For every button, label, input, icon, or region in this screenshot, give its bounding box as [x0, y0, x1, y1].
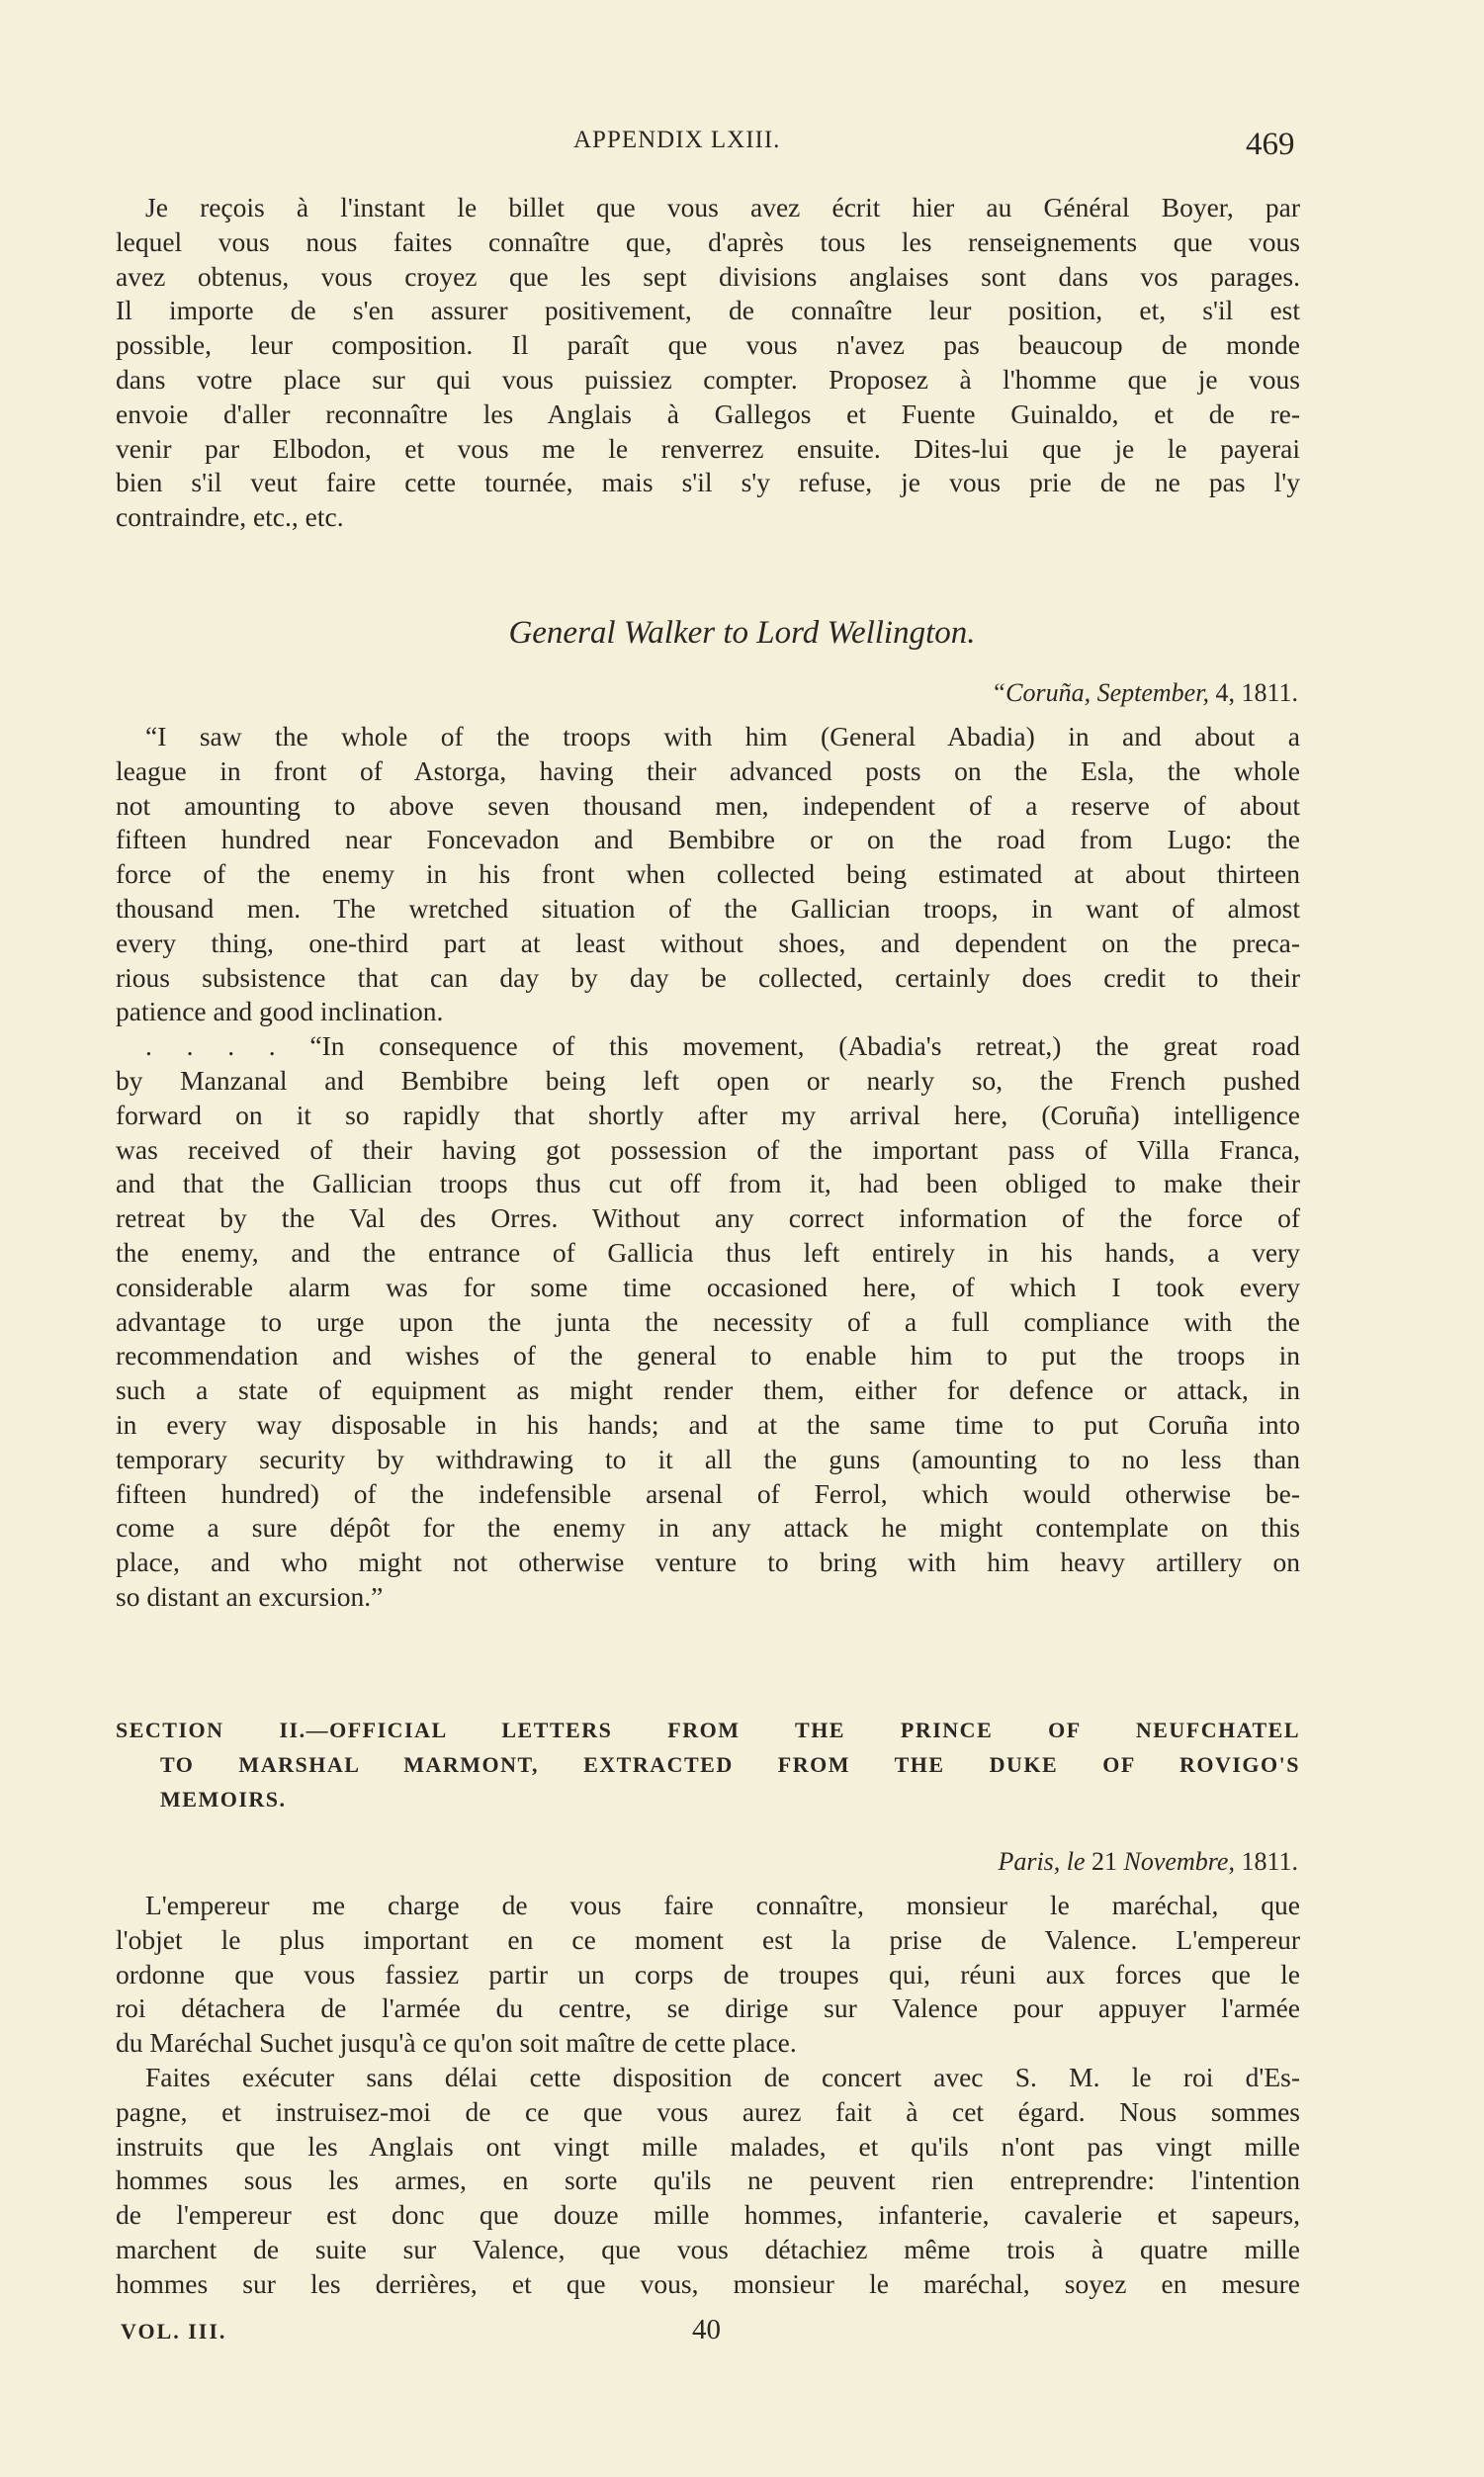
text-line: thousand men. The wretched situation of the Gallician troops, in want of almost [116, 892, 1300, 924]
text-line: L'empereur me charge de vous faire connaître, monsieur le maréchal, que [145, 1890, 1300, 1920]
text-line: dans votre place sur qui vous puissiez compter. Proposez à l'homme que je vous [116, 363, 1300, 395]
text-line: every thing, one-third part at least without shoes, and dependent on the preca- [116, 927, 1300, 958]
text-line: ordonne que vous fassiez partir un corps de troupes qui, réuni aux forces que le [116, 1958, 1300, 1990]
text-line: pagne, et instruisez-moi de ce que vous aurez fait à cet égard. Nous sommes [116, 2095, 1300, 2127]
dateline-day: 21 [1085, 1847, 1124, 1876]
dateline-place: “Coruña, September, [991, 678, 1209, 707]
text-line: avez obtenus, vous croyez que les sept divisions anglaises sont dans vos parages. [116, 260, 1300, 292]
text-line: patience and good inclination. [116, 996, 444, 1027]
text-line: place, and who might not otherwise venture to bring with him heavy artillery on [116, 1547, 1300, 1578]
text-line: the enemy, and the entrance of Gallicia thus left entirely in his hands, a very [116, 1236, 1300, 1268]
text-line: so distant an excursion.” [116, 1580, 384, 1612]
volume-signature: VOL. III. [121, 2319, 227, 2344]
section-heading-line: TO MARSHAL MARMONT, EXTRACTED FROM THE DUKE OF ROVIGO'S [160, 1751, 1300, 1777]
letter-boyer [116, 191, 1300, 535]
text-line: fifteen hundred) of the indefensible arsenal of Ferrol, which would otherwise be- [116, 1477, 1300, 1509]
dateline-month: Novembre, [1123, 1847, 1235, 1876]
text-line: retreat by the Val des Orres. Without any correct information of the force of [116, 1202, 1300, 1234]
text-line: fifteen hundred near Foncevadon and Bembibre or on the road from Lugo: the [116, 824, 1300, 855]
page-number: 469 [1246, 127, 1295, 162]
printer-signature: 40 [692, 2314, 721, 2345]
text-line: instruits que les Anglais ont vingt mille malades, et qu'ils n'ont pas vingt mille [116, 2130, 1300, 2162]
section-heading-line: MEMOIRS. [160, 1786, 287, 1812]
text-line: possible, leur composition. Il paraît que vous n'avez pas beaucoup de monde [116, 329, 1300, 361]
text-line: contraindre, etc., etc. [116, 501, 344, 533]
dateline-date: 4, 1811. [1208, 678, 1298, 707]
text-line: Faites exécuter sans délai cette disposition de concert avec S. M. le roi d'Es- [145, 2061, 1300, 2092]
text-line: bien s'il veut faire cette tournée, mais s'il s'y refuse, je vous prie de ne pas l'y [116, 467, 1300, 498]
text-line: Je reçois à l'instant le billet que vous avez écrit hier au Général Boyer, par [145, 192, 1300, 222]
text-line: Il importe de s'en assurer positivement, de connaître leur position, et, s'il est [116, 295, 1300, 326]
section-heading-line: SECTION II.—OFFICIAL LETTERS FROM THE PRINCE OF NEUFCHATEL [116, 1718, 1300, 1742]
section-heading [116, 1711, 1300, 1814]
text-line: hommes sur les derrières, et que vous, monsieur le maréchal, soyez en mesure [116, 2267, 1300, 2299]
dateline-coruna [992, 678, 1298, 708]
text-line: roi détachera de l'armée du centre, se dirige sur Valence pour appuyer l'armée [116, 1992, 1300, 2024]
dateline-paris [998, 1847, 1298, 1877]
text-line: venir par Elbodon, et vous me le renverrez ensuite. Dites-lui que je le payerai [116, 432, 1300, 464]
text-line: du Maréchal Suchet jusqu'à ce qu'on soit maître de cette place. [116, 2027, 797, 2059]
text-line: considerable alarm was for some time occasioned here, of which I took every [116, 1271, 1300, 1302]
text-line: not amounting to above seven thousand men, independent of a reserve of about [116, 789, 1300, 821]
text-line: league in front of Astorga, having their advanced posts on the Esla, the whole [116, 754, 1300, 786]
dateline-year: 1811. [1234, 1847, 1298, 1876]
text-line: de l'empereur est donc que douze mille hommes, infanterie, cavalerie et sapeurs, [116, 2199, 1300, 2231]
text-line: was received of their having got possession of the important pass of Villa Franca, [116, 1133, 1300, 1165]
text-line: rious subsistence that can day by day be collected, certainly does credit to their [116, 961, 1300, 993]
text-line: forward on it so rapidly that shortly after my arrival here, (Coruña) intelligence [116, 1099, 1300, 1130]
text-line: come a sure dépôt for the enemy in any attack he might contemplate on this [116, 1512, 1300, 1544]
dateline-place: Paris, le [998, 1847, 1086, 1876]
text-line: and that the Gallician troops thus cut off from it, had been obliged to make their [116, 1168, 1300, 1199]
letter-walker [116, 720, 1300, 1615]
text-line: by Manzanal and Bembibre being left open or nearly so, the French pushed [116, 1064, 1300, 1096]
text-line: temporary security by withdrawing to it all the guns (amounting to no less than [116, 1443, 1300, 1474]
letter-title: General Walker to Lord Wellington. [508, 615, 976, 651]
text-line: advantage to urge upon the junta the necessity of a full compliance with the [116, 1305, 1300, 1337]
text-line: force of the enemy in his front when collected being estimated at about thirteen [116, 858, 1300, 890]
text-line: lequel vous nous faites connaître que, d'après tous les renseignements que vous [116, 225, 1300, 257]
text-line: envoie d'aller reconnaître les Anglais à Gallegos et Fuente Guinaldo, et de re- [116, 398, 1300, 429]
text-line: hommes sous les armes, en sorte qu'ils ne peuvent rien entreprendre: l'intention [116, 2165, 1300, 2196]
text-line: such a state of equipment as might render them, either for defence or attack, in [116, 1374, 1300, 1406]
letter-berthier [116, 1889, 1300, 2302]
text-line: recommendation and wishes of the general to enable him to put the troops in [116, 1340, 1300, 1371]
text-line: “I saw the whole of the troops with him (General Abadia) in and about a [145, 721, 1300, 752]
running-head: APPENDIX LXIII. [573, 127, 781, 153]
text-line: . . . . “In consequence of this movement, (Abadia's retreat,) the great road [145, 1030, 1300, 1062]
text-line: in every way disposable in his hands; and at the same time to put Coruña into [116, 1408, 1300, 1440]
text-line: marchent de suite sur Valence, que vous détachiez même trois à quatre mille [116, 2233, 1300, 2264]
text-line: l'objet le plus important en ce moment est la prise de Valence. L'empereur [116, 1923, 1300, 1955]
